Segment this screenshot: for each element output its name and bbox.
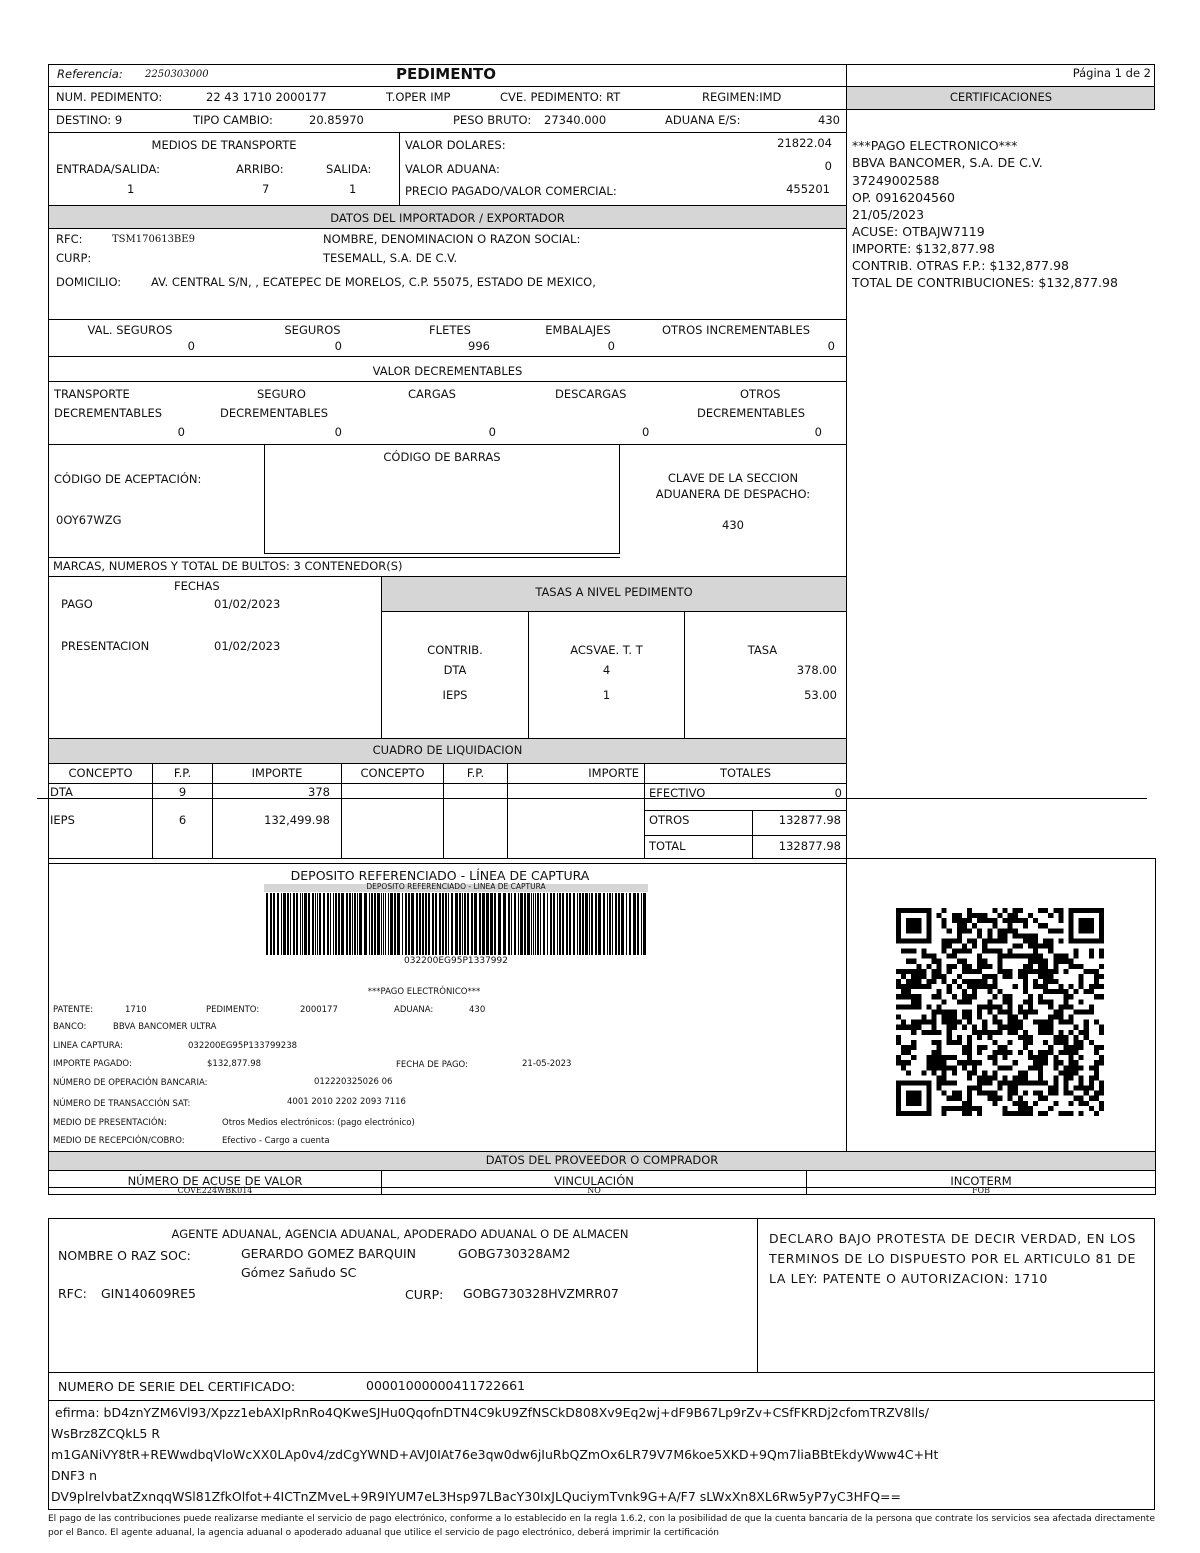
cert-line-3: 37249002588	[852, 173, 940, 188]
certificado-label: NUMERO DE SERIE DEL CERTIFICADO:	[58, 1379, 296, 1394]
patente: 1710	[125, 1005, 147, 1015]
valor-dolares: 21822.04	[777, 136, 832, 150]
certificaciones-title: CERTIFICACIONES	[949, 90, 1053, 104]
proveedor-title: DATOS DEL PROVEEDOR O COMPRADOR	[485, 1153, 719, 1167]
decrementables-title: VALOR DECREMENTABLES	[372, 364, 523, 378]
transporte-label-2: DECREMENTABLES	[54, 406, 163, 420]
descargas-label: DESCARGAS	[555, 387, 627, 401]
acsvae-label: ACSVAE. T. T	[570, 643, 643, 657]
codigo-barras-label: CÓDIGO DE BARRAS	[383, 450, 501, 464]
liq-h-importe-2: IMPORTE	[588, 766, 639, 780]
cert-line-4: OP. 0916204560	[852, 190, 955, 205]
precio-pagado: 455201	[786, 182, 830, 196]
incoterm: FOB	[972, 1186, 990, 1195]
pedimento: 2000177	[300, 1005, 338, 1015]
rfc-importador: TSM170613BE9	[112, 234, 195, 245]
marcas-numeros: MARCAS, NUMEROS Y TOTAL DE BULTOS: 3 CONTENEDOR(S)	[53, 559, 403, 573]
fletes-label: FLETES	[429, 323, 471, 337]
tasa-ieps: 53.00	[804, 688, 837, 702]
clave-seccion-label-1: CLAVE DE LA SECCION	[667, 471, 799, 485]
page-indicator: Página 1 de 2	[1072, 66, 1151, 80]
efirma-line-2: WsBrz8ZCQkL5 R	[51, 1426, 161, 1441]
banco-label: BANCO:	[53, 1022, 87, 1032]
cargas-label: CARGAS	[408, 387, 456, 401]
tasas-title: TASAS A NIVEL PEDIMENTO	[535, 585, 693, 599]
cert-line-6: ACUSE: OTBAJW7119	[852, 224, 985, 239]
acuse-valor-label: NÚMERO DE ACUSE DE VALOR	[127, 1174, 303, 1188]
embalajes-label: EMBALAJES	[545, 323, 611, 337]
deposito-title: DEPOSITO REFERENCIADO - LÍNEA DE CAPTURA	[290, 868, 590, 883]
liq-otros-label: OTROS	[649, 813, 690, 827]
liq-efectivo-label: EFECTIVO	[649, 786, 706, 800]
seguro-label-1: SEGURO	[257, 387, 306, 401]
reference-label: Referencia:	[57, 67, 123, 81]
cert-line-2: BBVA BANCOMER, S.A. DE C.V.	[852, 155, 1043, 170]
peso-bruto: 27340.000	[544, 113, 607, 127]
medio-recepcion: Efectivo - Cargo a cuenta	[222, 1136, 330, 1146]
declaracion: DECLARO BAJO PROTESTA DE DECIR VERDAD, EN LOS TERMINOS DE LO DISPUESTO POR EL ARTICULO 81 DE LA LEY: PATENTE O AUTORIZACION: 1710	[769, 1231, 1136, 1286]
arribo: 7	[262, 182, 270, 196]
liq-row-fp: 6	[178, 813, 187, 827]
tipo-cambio: 20.85970	[309, 113, 364, 127]
codigo-aceptacion: 0OY67WZG	[56, 513, 122, 527]
linea-captura-label: LINEA CAPTURA:	[53, 1041, 123, 1051]
banco: BBVA BANCOMER ULTRA	[113, 1022, 217, 1032]
acsvae-dta: 4	[602, 663, 611, 677]
footer-legal-text: El pago de las contribuciones puede realizarse mediante el servicio de pago electrónico, conforme a lo establecido en la regla 1.6.2, con la posibilidad de que la cuenta bancaria de la persona que contrate los servicios sea afectada directamente por el Banco. El agente aduanal, la agencia aduanal o apoderado aduanal que utilice el servicio de pago electrónico, deberá imprimir la certificación	[48, 1514, 1155, 1538]
liq-h-totales: TOTALES	[719, 766, 772, 780]
document-title: PEDIMENTO	[396, 65, 496, 83]
incoterm-label: INCOTERM	[950, 1174, 1012, 1188]
pedimento-label: PEDIMENTO:	[206, 1005, 260, 1015]
clave-seccion-label-2: ADUANERA DE DESPACHO:	[655, 487, 811, 501]
liq-total-label: TOTAL	[649, 839, 686, 853]
codigo-aceptacion-label: CÓDIGO DE ACEPTACIÓN:	[54, 472, 202, 486]
cert-line-9: TOTAL DE CONTRIBUCIONES: $132,877.98	[852, 275, 1118, 290]
destino: DESTINO: 9	[56, 113, 123, 127]
entrada-salida: 1	[127, 182, 135, 196]
operacion-bancaria: 012220325026 06	[314, 1077, 393, 1087]
vinculacion-label: VINCULACIÓN	[554, 1174, 634, 1188]
agente-title: AGENTE ADUANAL, AGENCIA ADUANAL, APODERADO ADUANAL O DE ALMACEN	[171, 1227, 629, 1241]
reference-number: 2250303000	[145, 69, 209, 80]
importador-title: DATOS DEL IMPORTADOR / EXPORTADOR	[330, 211, 565, 225]
valor-aduana-label: VALOR ADUANA:	[405, 162, 500, 176]
seguro-label-2: DECREMENTABLES	[220, 406, 329, 420]
transporte-decrementables: 0	[177, 425, 185, 439]
clave-seccion: 430	[722, 518, 744, 532]
importe-pagado-label: IMPORTE PAGADO:	[53, 1059, 132, 1069]
certificado-serie: 00001000000411722661	[366, 1378, 526, 1393]
fecha-pago: 01/02/2023	[214, 597, 281, 611]
efirma-line-5: DV9plrelvbatZxnqqWSl81ZfkOlfot+4ICTnZMveL+9R9IYUM7eL3Hsp97LBacY30IxJLQuciymTvnk9G+A/F7 sLWxXn8XL6Rw5yP7yC3HFQ==	[51, 1489, 901, 1504]
deposito-aduana: 430	[469, 1005, 486, 1015]
otros-incrementables: 0	[827, 339, 835, 353]
importe-pagado: $132,877.98	[207, 1059, 262, 1069]
valor-dolares-label: VALOR DOLARES:	[405, 138, 506, 152]
num-pedimento: 22 43 1710 2000177	[206, 90, 327, 104]
cert-line-8: CONTRIB. OTRAS F.P.: $132,877.98	[852, 258, 1069, 273]
tipo-operacion: T.OPER IMP	[386, 90, 451, 104]
precio-pagado-label: PRECIO PAGADO/VALOR COMERCIAL:	[405, 184, 617, 198]
liq-otros: 132877.98	[778, 813, 841, 827]
val-seguros-label: VAL. SEGUROS	[87, 323, 173, 337]
aduana-es: 430	[818, 113, 840, 127]
acuse-valor: COVE224WBK014	[177, 1186, 253, 1195]
tasa-dta: 378.00	[796, 663, 837, 677]
liq-row-concepto: DTA	[50, 785, 73, 799]
contrib-label: CONTRIB.	[427, 643, 483, 657]
salida-label: SALIDA:	[326, 162, 372, 176]
embalajes: 0	[607, 339, 615, 353]
liquidacion-title: CUADRO DE LIQUIDACION	[372, 743, 523, 757]
medio-presentacion: Otros Medios electrónicos: (pago electrónico)	[222, 1118, 415, 1128]
fecha-pago-label: FECHA DE PAGO:	[396, 1060, 468, 1070]
arribo-label: ARRIBO:	[236, 162, 284, 176]
deposito-aduana-label: ADUANA:	[394, 1005, 434, 1015]
liq-h-importe: IMPORTE	[251, 766, 303, 780]
pago-electronico-title: ***PAGO ELECTRÓNICO***	[367, 987, 481, 997]
transporte-label-1: TRANSPORTE	[54, 387, 130, 401]
num-pedimento-label: NUM. PEDIMENTO:	[56, 90, 163, 104]
vinculacion: NO	[587, 1186, 601, 1195]
val-seguros: 0	[187, 339, 195, 353]
fecha-presentacion: 01/02/2023	[214, 639, 281, 653]
otros-decrementables-label-2: DECREMENTABLES	[697, 406, 806, 420]
medios-title: MEDIOS DE TRANSPORTE	[151, 138, 297, 152]
presentacion-label: PRESENTACION	[61, 639, 150, 653]
agente-nombre-rfc: GOBG730328AM2	[458, 1246, 571, 1261]
pago-label: PAGO	[61, 597, 93, 611]
fechas-title: FECHAS	[174, 579, 220, 593]
regimen: REGIMEN:IMD	[702, 90, 782, 104]
efirma-line-4: DNF3 n	[51, 1468, 98, 1483]
cargas: 0	[488, 425, 496, 439]
acsvae-ieps: 1	[602, 688, 611, 702]
valor-aduana: 0	[824, 159, 832, 173]
liq-efectivo: 0	[834, 786, 842, 800]
agente-rfc-label: RFC:	[58, 1286, 87, 1301]
clave-pedimento: CVE. PEDIMENTO: RT	[500, 90, 621, 104]
liq-row-fp: 9	[178, 785, 187, 799]
otros-incrementables-label: OTROS INCREMENTABLES	[662, 323, 811, 337]
aduana-es-label: ADUANA E/S:	[665, 113, 741, 127]
efirma-line-1: efirma: bD4znYZM6Vl93/Xpzz1ebAXIpRnRo4QKweSJHu0QqofnDTN4C9kU9ZfNSCkD808Xv9Eq2wj+dF9B67Lp9rZv+CSfFKRDj2cfomTRZV8lls/	[55, 1405, 929, 1420]
domicilio-label: DOMICILIO:	[56, 275, 122, 289]
liq-row-importe: 132,499.98	[264, 813, 330, 827]
liq-h-concepto-2: CONCEPTO	[360, 766, 425, 780]
agente-nombre-label: NOMBRE O RAZ SOC:	[58, 1248, 191, 1263]
entrada-salida-label: ENTRADA/SALIDA:	[56, 162, 161, 176]
agente-curp: GOBG730328HVZMRR07	[463, 1286, 619, 1301]
tipo-cambio-label: TIPO CAMBIO:	[193, 113, 273, 127]
liq-h-concepto: CONCEPTO	[68, 766, 133, 780]
peso-bruto-label: PESO BRUTO:	[453, 113, 532, 127]
agente-nombre: GERARDO GOMEZ BARQUIN	[241, 1246, 417, 1261]
operacion-bancaria-label: NÚMERO DE OPERACIÓN BANCARIA:	[53, 1078, 208, 1088]
tasa-label: TASA	[747, 643, 778, 657]
otros-decrementables: 0	[814, 425, 822, 439]
seguro-decrementables: 0	[334, 425, 342, 439]
liq-row-concepto: IEPS	[50, 813, 75, 827]
cert-line-1: ***PAGO ELECTRONICO***	[852, 138, 1018, 153]
medio-presentacion-label: MEDIO DE PRESENTACIÓN:	[53, 1118, 167, 1128]
salida: 1	[349, 182, 357, 196]
liq-h-fp: F.P.	[173, 766, 192, 780]
liq-h-fp-2: F.P.	[466, 766, 485, 780]
fletes: 996	[468, 339, 490, 353]
seguros-label: SEGUROS	[284, 323, 341, 337]
contrib-dta: DTA	[443, 663, 467, 677]
barcode-number: 032200EG95P1337992	[404, 956, 508, 966]
patente-label: PATENTE:	[53, 1005, 94, 1015]
curp-label: CURP:	[56, 251, 92, 265]
seguros: 0	[334, 339, 342, 353]
agente-curp-label: CURP:	[405, 1287, 444, 1302]
rfc-label: RFC:	[56, 232, 83, 246]
liq-total: 132877.98	[778, 839, 841, 853]
transaccion-sat-label: NÚMERO DE TRANSACCIÓN SAT:	[53, 1099, 191, 1109]
nombre-importador: TESEMALL, S.A. DE C.V.	[323, 251, 458, 265]
descargas: 0	[642, 425, 650, 439]
medio-recepcion-label: MEDIO DE RECEPCIÓN/COBRO:	[53, 1136, 185, 1146]
cert-line-5: 21/05/2023	[852, 207, 925, 222]
efirma-line-3: m1GANiVY8tR+REWwdbqVloWcXX0LAp0v4/zdCgYWND+AVJ0IAt76e3qw0dw6jIuRbQZmOx6LR79V7M6koe5XKD+9Qm7liaBBtEkdyWww4C+Ht	[51, 1447, 939, 1462]
barcode-image	[264, 893, 648, 955]
contrib-ieps: IEPS	[442, 688, 468, 702]
domicilio: AV. CENTRAL S/N, , ECATEPEC DE MORELOS, C.P. 55075, ESTADO DE MEXICO,	[151, 275, 596, 289]
linea-captura: 032200EG95P133799238	[188, 1041, 298, 1051]
cert-line-7: IMPORTE: $132,877.98	[852, 241, 995, 256]
fecha-pago-deposito: 21-05-2023	[522, 1059, 572, 1069]
agente-rfc: GIN140609RE5	[101, 1286, 196, 1301]
qr-code	[896, 908, 1104, 1116]
liq-row-importe: 378	[308, 785, 330, 799]
otros-decrementables-label-1: OTROS	[740, 387, 781, 401]
nombre-label: NOMBRE, DENOMINACION O RAZON SOCIAL:	[323, 232, 581, 246]
agente-nombre-2: Gómez Sañudo SC	[241, 1265, 357, 1280]
barcode-caption: DEPOSITO REFERENCIADO - LINEA DE CAPTURA	[366, 882, 546, 891]
transaccion-sat: 4001 2010 2202 2093 7116	[287, 1097, 406, 1107]
